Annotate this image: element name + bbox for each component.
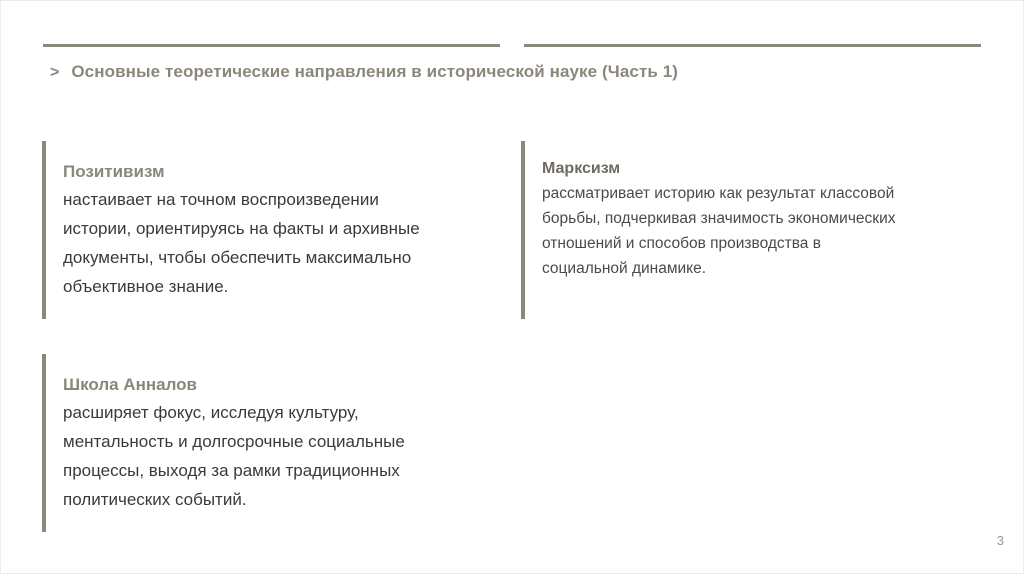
card-title: Марксизм — [542, 160, 621, 177]
card-text: настаивает на точном воспроизведении истории, ориентируясь на факты и архивные документы, чтобы обеспечить максимально объективное знание. — [63, 190, 420, 296]
top-divider-left — [43, 44, 500, 47]
page-number: 3 — [996, 533, 1004, 548]
card-title: Позитивизм — [63, 162, 165, 181]
chevron-right-icon: > — [50, 64, 60, 81]
card-text: расширяет фокус, исследуя культуру, ментальность и долгосрочные социальные процессы, выходя за рамки традиционных политических событий. — [63, 403, 405, 509]
card-positivism — [42, 141, 492, 319]
top-divider-right — [524, 44, 981, 47]
slide-title: Основные теоретические направления в исторической науке (Часть 1) — [71, 62, 679, 81]
card-text: рассматривает историю как результат классовой борьбы, подчеркивая значимость экономических отношений и способов производства в социальной динамике. — [542, 185, 896, 277]
card-annales — [42, 354, 492, 532]
card-marxism — [521, 141, 991, 319]
slide-title-row — [50, 62, 678, 82]
card-title: Школа Анналов — [63, 375, 197, 394]
